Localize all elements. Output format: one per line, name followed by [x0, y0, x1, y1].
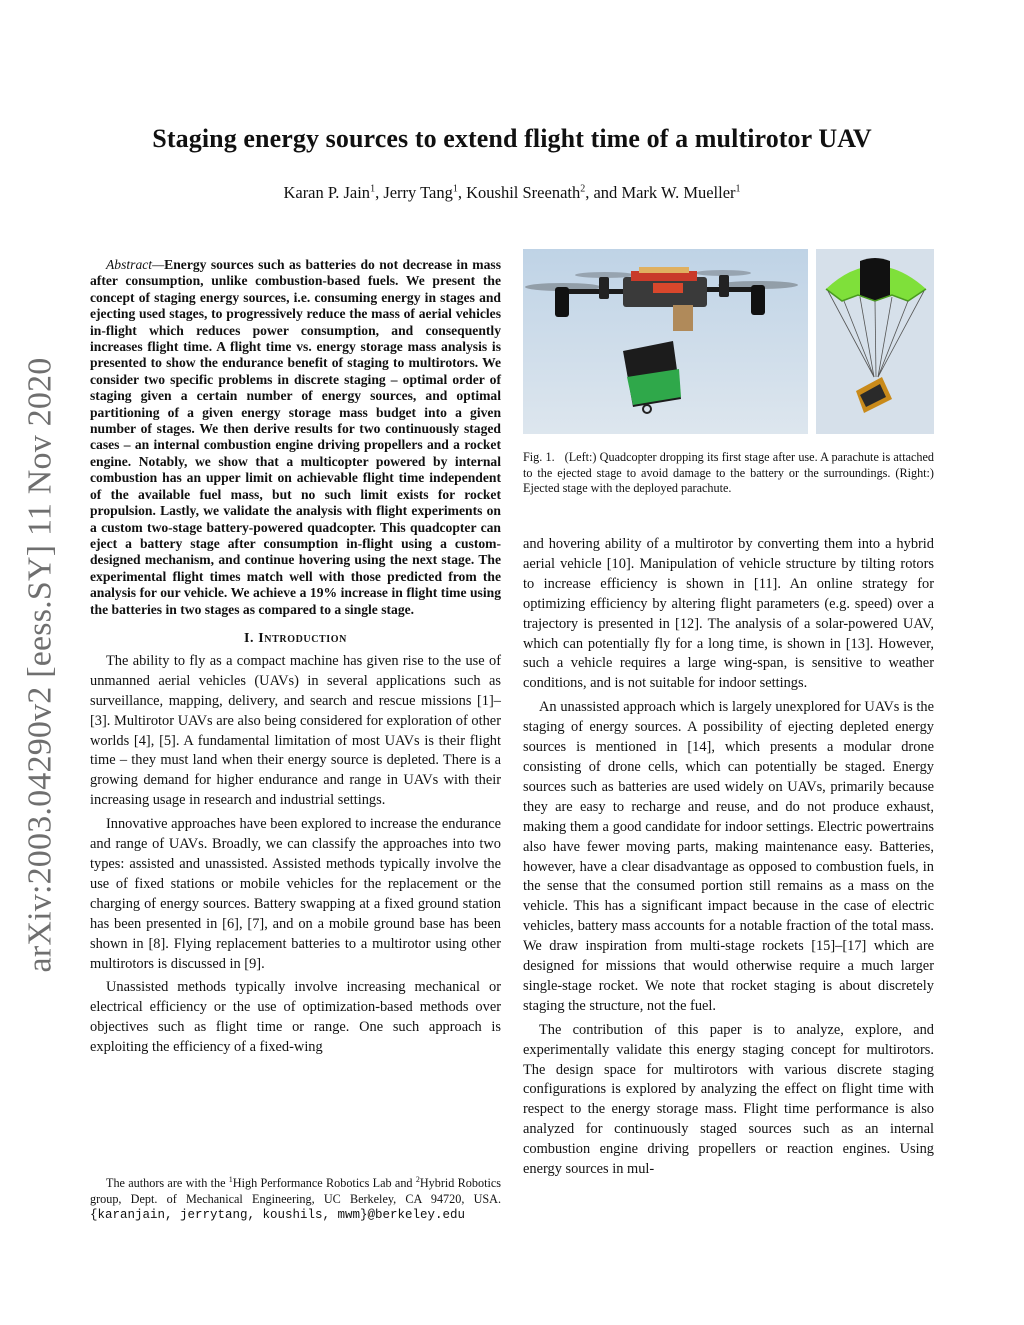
footnote [90, 1172, 501, 1224]
figure-1-label: Fig. 1. [523, 450, 555, 464]
author-separator: , [375, 183, 384, 202]
footnote-sup-2: 2 [415, 1175, 420, 1184]
right-paragraph-2: An unassisted approach which is largely unexplored for UAVs is the staging of energy sources. A possibility of ejecting depleted energy sources is mentioned in [14], which presents a modular drone consisting of drone cells, which can potentially be staged. Energy sources such as batteries are used widely on UAVs, primarily because they are easy to recharge and reuse, and do not produce exhaust, making them a good candidate for indoor settings. Electric powertrains also have fewer moving parts, making maintenance easy. Batteries, however, have a clear disadvantage as opposed to combustion fuels, in the sense that the consumed portion still remains as a mass on the vehicle. This has a significant impact because in the case of electric vehicles, battery mass accounts for a notable fraction of the total mass. We draw inspiration from multi-stage rockets [15]–[17] which are designed for missions that would otherwise require a much larger single-stage rocket. We note that rocket staging is about discretely staging the structure, not the fuel. [523, 699, 934, 1014]
abstract-label: Abstract [106, 257, 153, 272]
author-list [90, 183, 934, 203]
footnote-emails: {karanjain, jerrytang, koushils, mwm}@berkeley.edu [90, 1208, 466, 1223]
figure-1 [523, 249, 934, 434]
arxiv-identifier [8, 340, 72, 990]
author-affiliation: 1 [452, 183, 458, 195]
intro-paragraph-2: Innovative approaches have been explored to increase the endurance and range of UAVs. Broadly, we can classify the approaches into two types: assisted and unassisted. Assisted methods typically involve the use of fixed stations or mobile vehicles for the replacement or the charging of energy sources. Battery swapping at a fixed ground station has been presented in [6], [7], and on a mobile ground base has been shown in [8]. Flying replacement batteries to a multirotor using other multirotors is discussed in [9]. [90, 816, 501, 972]
author-separator: , and [585, 183, 622, 202]
right-column [523, 535, 934, 1180]
footnote-sup-1: 1 [228, 1175, 233, 1184]
intro-paragraph-3: Unassisted methods typically involve increasing mechanical or electrical efficiency or the use of optimization-based methods over objectives such as flight time or range. One such approach is exploiting the efficiency of a fixed-wing [90, 979, 501, 1056]
author-affiliation: 2 [580, 183, 586, 195]
abstract-dash: — [152, 257, 165, 272]
intro-paragraph-1: The ability to fly as a compact machine has given rise to the use of unmanned aerial vehicles (UAVs) in several applications such as surveillance, mapping, delivery, and search and rescue missions [1]–[3]. Multirotor UAVs are also being considered for exploration of other worlds [4], [5]. A fundamental limitation of most UAVs is their flight time – they must land when their energy source is depleted. There is a growing demand for higher endurance and range in UAVs with their increasing usage in research and industrial settings. [90, 652, 501, 809]
footnote-text-b: High Performance Robotics Lab and [232, 1176, 416, 1191]
figure-1-left-quadcopter-image [523, 249, 808, 434]
author-separator: , [457, 183, 467, 202]
left-column [90, 257, 501, 1058]
paper-title: Staging energy sources to extend flight time of a multirotor UAV [152, 124, 872, 153]
section-heading-introduction: I. Introduction [243, 630, 347, 646]
arxiv-identifier-text: arXiv:2003.04290v2 [eess.SY] 11 Nov 2020 [21, 357, 58, 973]
author-name: Mark W. Mueller [621, 183, 736, 202]
abstract-text: Energy sources such as batteries do not decrease in mass after consumption, unlike combustion-based fuels. We present the concept of staging energy sources, i.e. consuming energy in stages and ejecting used stages, to progressively reduce the mass of aerial vehicles in-flight which reduces power consumption, and consequently increases flight time. A flight time vs. energy storage mass analysis is presented to show the endurance benefit of staging to multirotors. We consider two specific problems in discrete staging – optimal order of staging given a certain number of energy sources, and optimal partitioning of a given energy storage mass budget into a given number of stages. We then derive results for two continuously staged cases – an internal combustion engine driving propellers and a rocket engine. Notably, we show that a multicopter powered by internal combustion has an upper limit on achievable flight time independent of the available fuel mass, but no such limit exists for rocket propulsion. Lastly, we validate the analysis with flight experiments on a custom two-stage battery-powered quadcopter. This quadcopter can eject a battery stage after consumption in-flight using a custom-designed mechanism, and continue hovering using the next stage. The experimental flight times match well with those predicted from the analysis for our vehicle. We achieve a 19% increase in flight time using the batteries in two stages as compared to a single stage. [90, 257, 501, 617]
author-affiliation: 1 [735, 183, 741, 195]
author-name: Karan P. Jain [283, 183, 371, 202]
right-paragraph-3: The contribution of this paper is to analyze, explore, and experimentally validate this energy staging concept for multirotors. The design space for multirotors with various discrete staging configurations is explored by analyzing the effect on flight time with respect to the energy storage mass. Flight time performance is also analyzed for continuously staged sources such as an internal combustion engine driving propellers or reaction engines. Using energy sources in mul- [523, 1021, 934, 1178]
author-affiliation: 1 [370, 183, 376, 195]
footnote-text-a: The authors are with the [106, 1176, 229, 1191]
figure-1-caption-text: (Left:) Quadcopter dropping its first stage after use. A parachute is attached to the ejected stage to avoid damage to the battery or the surroundings. (Right:) Ejected stage with the deployed parachute. [523, 450, 934, 496]
figure-1-caption [523, 450, 934, 497]
right-paragraph-1: and hovering ability of a multirotor by converting them into a hybrid aerial vehicle [10]. Manipulation of vehicle structure by tilting rotors to increase efficiency is shown in [11]. An online strategy for optimizing efficiency by altering flight parameters (e.g. speed) over a trajectory is presented in [12]. The analysis of a solar-powered UAV, which can potentially fly for a long time, is shown in [13]. However, such a vehicle requires a large wing-span, is sensitive to weather conditions, and is not suitable for indoor settings. [523, 536, 934, 692]
author-name: Jerry Tang [383, 183, 453, 202]
author-name: Koushil Sreenath [466, 183, 581, 202]
abstract [90, 257, 501, 618]
figure-1-right-parachute-image [816, 249, 934, 434]
footnote-text-c: Hybrid Robotics group, Dept. of Mechanical Engineering, UC Berkeley, CA 94720, USA. [90, 1176, 501, 1206]
